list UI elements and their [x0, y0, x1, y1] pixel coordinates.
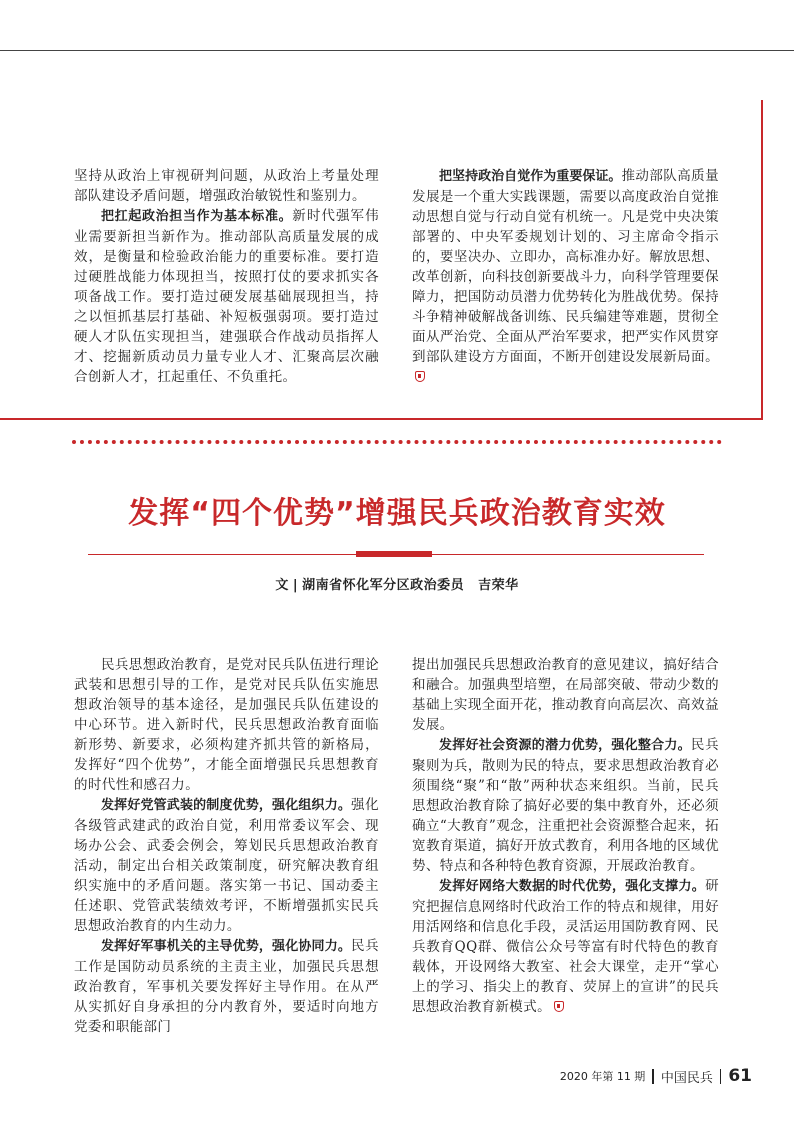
section-paragraph-institutional-advantage	[74, 795, 379, 936]
continued-column-right	[412, 166, 719, 387]
footer-divider	[720, 1069, 722, 1084]
section-paragraph-military-organ-advantage	[74, 936, 379, 1037]
magazine-name: 中国民兵	[660, 1070, 713, 1086]
paragraph-body: 民兵聚则为兵，散则为民的特点，要求思想政治教育必须围绕“聚”和“散”两种状态来组织。当前，民兵思想政治教育除了搞好必要的集中教育外，还必须确立“大教育”观念，注重把社会资源整合起来，拓宽教育渠道，搞好开放式教育，利用各地的区域优势、特点和各种特色教育资源，开展政治教育。	[412, 737, 719, 874]
continued-column-left	[74, 166, 379, 387]
section-paragraph-social-resources	[412, 735, 719, 876]
section-heading: 发挥好社会资源的潜力优势，强化整合力。	[439, 738, 691, 753]
paragraph-body: 推动部队高质量发展是一个重大实践课题，需要以高度政治自觉推动思想自觉与行动自觉有机统一。凡是党中央决策部署的、中央军委规划计划的、习主席命令指示的，要坚决办、立即办，高标准办好。解放思想、改革创新，向科技创新要战斗力，向科学管理要保障力，把国防动员潜力优势转化为胜战优势。保持斗争精神破解战备训练、民兵编建等难题，贯彻全面从严治党、全面从严治军要求，把严实作风贯穿到部队建设方方面面，不断开创建设发展新局面。	[412, 168, 719, 365]
byline	[0, 574, 794, 593]
dotted-divider	[72, 440, 722, 444]
section-heading: 发挥好网络大数据的时代优势，强化支撑力。	[439, 879, 706, 894]
footer-divider	[652, 1069, 654, 1084]
header-rule	[0, 50, 794, 51]
article-title: 发挥“四个优势”增强民兵政治教育实效	[128, 496, 666, 531]
issue-label: 2020 年第 11 期	[559, 1070, 646, 1083]
byline-author: 吉荣华	[478, 578, 519, 593]
section-heading: 发挥好党管武装的制度优势，强化组织力。	[101, 798, 352, 813]
paragraph-body: 强化各级管武建武的政治自觉，利用常委议军会、现场办公会、武委会例会，筹划民兵思想政治教育活动，制定出台相关政策制度，研究解决教育组织实施中的矛盾问题。落实第一书记、国动委主任述职、党管武装绩效考评，不断增强抓实民兵思想政治教育的内生动力。	[74, 797, 379, 934]
intro-paragraph: 民兵思想政治教育，是党对民兵队伍进行理论武装和思想引导的工作，是党对民兵队伍实施思想政治领导的基本途径，是加强民兵队伍建设的中心环节。进入新时代，民兵思想政治教育面临新形势、新要求，必须构建齐抓共管的新格局，发挥好“四个优势”，才能全面增强民兵思想教育的时代性和感召力。	[74, 657, 379, 793]
article-column-right	[412, 655, 719, 1017]
byline-separator: |	[292, 578, 299, 593]
paragraph-body: 新时代强军伟业需要新担当新作为。推动部队高质量发展的成效，是衡量和检验政治能力的重要标准。要打造过硬胜战能力体现担当，按照打仗的要求抓实各项备战工作。要打造过硬发展基础展现担当，持之以恒抓基层打基础、补短板强弱项。要打造过硬人才队伍实现担当，建强联合作战动员指挥人才、挖掘新质动员力量专业人才、汇聚高层次融合创新人才，扛起重任、不负重托。	[74, 208, 379, 385]
page-footer	[560, 1066, 752, 1086]
title-underline-accent	[356, 551, 432, 557]
paragraph-body: 民兵工作是国防动员系统的主责主业，加强民兵思想政治教育，军事机关要发挥好主导作用。在从严从实抓好自身承担的分内教育外，要适时向地方党委和职能部门	[74, 938, 379, 1035]
byline-role: 湖南省怀化军分区政治委员	[302, 578, 465, 593]
byline-prefix: 文	[275, 578, 289, 593]
section-heading: 把扛起政治担当作为基本标准。	[101, 209, 293, 224]
continued-paragraph-political-consciousness	[412, 166, 719, 387]
continued-lead-paragraph: 坚持从政治上审视研判问题，从政治上考量处理部队建设矛盾问题，增强政治敏锐性和鉴别力。	[74, 168, 379, 204]
end-of-article-shield-icon	[415, 371, 425, 382]
article-column-left	[74, 655, 379, 1037]
section-paragraph-continued: 提出加强民兵思想政治教育的意见建议，搞好结合和融合。加强典型培塑，在局部突破、带动少数的基础上实现全面开花，推动教育向高层次、高效益发展。	[412, 657, 719, 733]
section-heading: 把坚持政治自觉作为重要保证。	[439, 169, 622, 184]
page-number: 61	[728, 1066, 752, 1086]
section-heading: 发挥好军事机关的主导优势，强化协同力。	[101, 939, 352, 954]
paragraph-body: 研究把握信息网络时代政治工作的特点和规律，用好用活网络和信息化手段，灵活运用国防教育网、民兵教育QQ群、微信公众号等富有时代特色的教育载体，开设网络大教室、社会大课堂，走开“掌心上的学习、指尖上的教育、荧屏上的宣讲”的民兵思想政治教育新模式。	[412, 878, 719, 1015]
continued-paragraph-political-responsibility	[74, 206, 379, 387]
end-of-article-shield-icon	[554, 1001, 564, 1012]
section-paragraph-network-bigdata	[412, 876, 719, 1017]
